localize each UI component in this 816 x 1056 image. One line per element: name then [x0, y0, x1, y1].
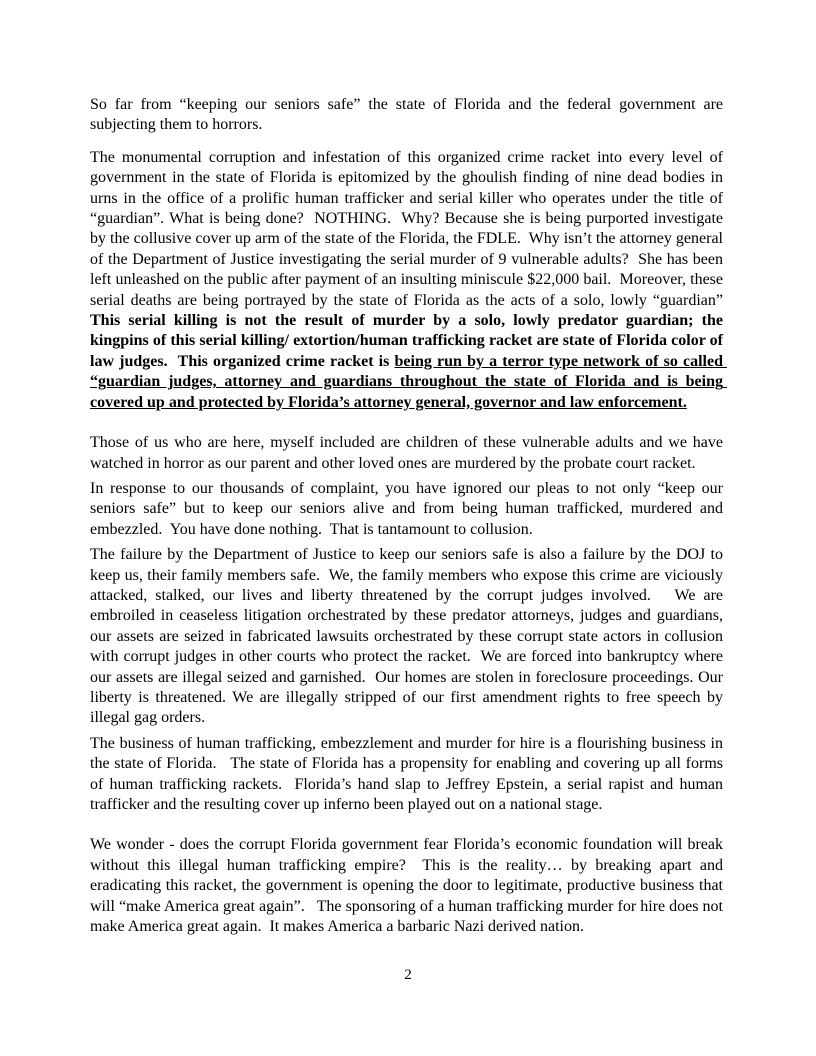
- text-segment: The business of human trafficking, embezzlement and murder for hire is a flourishing business in the state of Florida. The state of Florida has a propensity for enabling and covering up all forms of human trafficking rackets. Florida’s hand slap to Jeffrey Epstein, a serial rapist and human trafficker and the resulting cover up inferno been played out on a national stage.: [90, 734, 727, 813]
- paragraph-1: [90, 95, 727, 136]
- text-segment: So far from “keeping our seniors safe” the state of Florida and the federal government are subjecting them to horrors.: [90, 96, 727, 134]
- text-segment: In response to our thousands of complaint, you have ignored our pleas to not only “keep our seniors safe” but to keep our seniors alive and from being human trafficked, murdered and embezzled. You have done nothing. That is tantamount to collusion.: [90, 479, 727, 538]
- paragraph-5: [90, 545, 727, 729]
- text-segment: We wonder - does the corrupt Florida government fear Florida’s economic foundation will break without this illegal human trafficking empire? This is the reality… by breaking apart and eradicating this racket, the government is opening the door to legitimate, productive business that will “make America great again”. The sponsoring of a human trafficking murder for hire does not make America great again. It makes America a barbaric Nazi derived nation.: [90, 836, 727, 936]
- text-segment-bold-underline: being run by a terror type network of so called “guardian judges, attorney and guardians throughout the state of Florida and is being covered up and protected by Florida’s attorney general, governor and law enforcement.: [90, 352, 728, 411]
- text-segment: The failure by the Department of Justice to keep our seniors safe is also a failure by the DOJ to keep us, their family members safe. We, the family members who expose this crime are viciously attacked, stalked, our lives and liberty threatened by the corrupt judges involved. We are embroiled in ceaseless litigation orchestrated by these predator attorneys, judges and guardians, our assets are seized in fabricated lawsuits orchestrated by these corrupt state actors in collusion with corrupt judges in other courts who protect the racket. We are forced into bankruptcy where our assets are illegal seized and garnished. Our homes are stolen in foreclosure proceedings. Our liberty is threatened. We are illegally stripped of our first amendment rights to free speech by illegal gag orders.: [90, 546, 727, 727]
- text-segment: Those of us who are here, myself included are children of these vulnerable adults and we have watched in horror as our parent and other loved ones are murdered by the probate court racket.: [90, 434, 727, 472]
- paragraph-6: [90, 734, 727, 816]
- paragraph-4: [90, 479, 727, 540]
- text-segment-bold: This serial killing is not the result of murder by a solo, lowly predator guardian; the kingpins of this serial killing/ extortion/human trafficking racket are state of Florida color of law judges. This organized crime racket is: [90, 312, 727, 370]
- paragraph-3: [90, 433, 727, 474]
- paragraph-7: [90, 835, 727, 937]
- paragraph-2: [90, 148, 739, 413]
- document-body: [90, 95, 739, 937]
- page-number: 2: [404, 967, 412, 983]
- text-segment: The monumental corruption and infestation of this organized crime racket into every level of government in the state of Florida is epitomized by the ghoulish finding of nine dead bodies in urns in the office of a prolific human trafficker and serial killer who operates under the title of “guardian”. What is being done? NOTHING. Why? Because she is being purported investigate by the collusive cover up arm of the state of the Florida, the FDLE. Why isn’t the attorney general of the Department of Justice investigating the serial murder of 9 vulnerable adults? She has been left unleashed on the public after payment of an insulting miniscule $22,000 bail. Moreover, these serial deaths are being portrayed by the state of Florida as the acts of a solo, lowly “guardian”: [90, 148, 739, 309]
